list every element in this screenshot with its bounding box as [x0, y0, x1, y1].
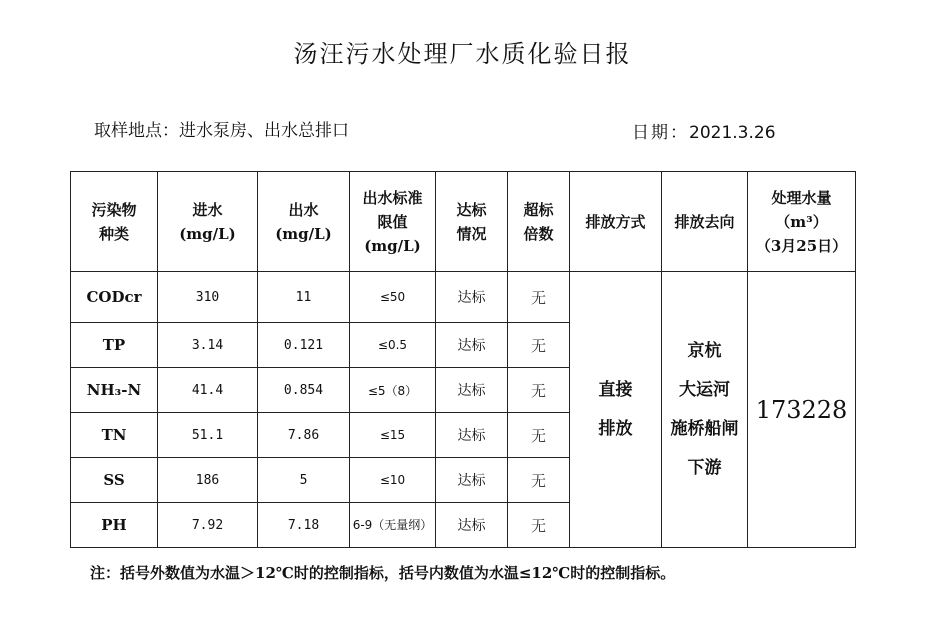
- pollutant-name: PH: [71, 503, 158, 548]
- discharge-mode-cell: 直接 排放: [570, 272, 662, 548]
- sampling-location: 取样地点：进水泵房、出水总排口: [94, 121, 349, 141]
- exceed-multiple: 无: [508, 503, 570, 548]
- header-pollutant: 污染物 种类: [71, 172, 158, 272]
- date-label: 日期：: [632, 123, 689, 143]
- pollutant-name: SS: [71, 458, 158, 503]
- discharge-dest-cell: 京杭 大运河 施桥船闸 下游: [662, 272, 748, 548]
- limit-value: ≤5（8）: [350, 368, 436, 413]
- header-limit: 出水标准 限值 (mg/L): [350, 172, 436, 272]
- pollutant-name: CODcr: [71, 272, 158, 323]
- exceed-multiple: 无: [508, 272, 570, 323]
- header-volume: 处理水量 （m³） （3月25日）: [748, 172, 856, 272]
- exceed-multiple: 无: [508, 368, 570, 413]
- limit-value: ≤10: [350, 458, 436, 503]
- pollutant-name: NH₃-N: [71, 368, 158, 413]
- date-value: 2021.3.26: [689, 123, 776, 143]
- table-header-row: [71, 172, 856, 272]
- effluent-value: 0.854: [258, 368, 350, 413]
- footnote: 注：括号外数值为水温＞12℃时的控制指标，括号内数值为水温≤12℃时的控制指标。: [90, 564, 676, 582]
- exceed-multiple: 无: [508, 413, 570, 458]
- compliance-status: 达标: [436, 413, 508, 458]
- header-exceed: 超标 倍数: [508, 172, 570, 272]
- report-title: 汤汪污水处理厂水质化验日报: [293, 40, 632, 68]
- limit-value: ≤50: [350, 272, 436, 323]
- header-discharge-dest: 排放去向: [662, 172, 748, 272]
- header-effluent: 出水 (mg/L): [258, 172, 350, 272]
- influent-value: 41.4: [158, 368, 258, 413]
- influent-value: 51.1: [158, 413, 258, 458]
- water-quality-table: [70, 171, 856, 548]
- influent-value: 310: [158, 272, 258, 323]
- effluent-value: 7.18: [258, 503, 350, 548]
- exceed-multiple: 无: [508, 323, 570, 368]
- influent-value: 3.14: [158, 323, 258, 368]
- compliance-status: 达标: [436, 272, 508, 323]
- exceed-multiple: 无: [508, 458, 570, 503]
- report-date: [632, 118, 776, 143]
- effluent-value: 5: [258, 458, 350, 503]
- compliance-status: 达标: [436, 323, 508, 368]
- header-compliance: 达标 情况: [436, 172, 508, 272]
- effluent-value: 11: [258, 272, 350, 323]
- header-influent: 进水 (mg/L): [158, 172, 258, 272]
- pollutant-name: TP: [71, 323, 158, 368]
- effluent-value: 7.86: [258, 413, 350, 458]
- header-discharge-mode: 排放方式: [570, 172, 662, 272]
- limit-value: ≤0.5: [350, 323, 436, 368]
- volume-value: 173228: [748, 272, 856, 548]
- influent-value: 7.92: [158, 503, 258, 548]
- limit-value: 6-9（无量纲）: [350, 503, 436, 548]
- limit-value: ≤15: [350, 413, 436, 458]
- compliance-status: 达标: [436, 458, 508, 503]
- compliance-status: 达标: [436, 368, 508, 413]
- pollutant-name: TN: [71, 413, 158, 458]
- effluent-value: 0.121: [258, 323, 350, 368]
- compliance-status: 达标: [436, 503, 508, 548]
- influent-value: 186: [158, 458, 258, 503]
- table-row: [71, 272, 856, 323]
